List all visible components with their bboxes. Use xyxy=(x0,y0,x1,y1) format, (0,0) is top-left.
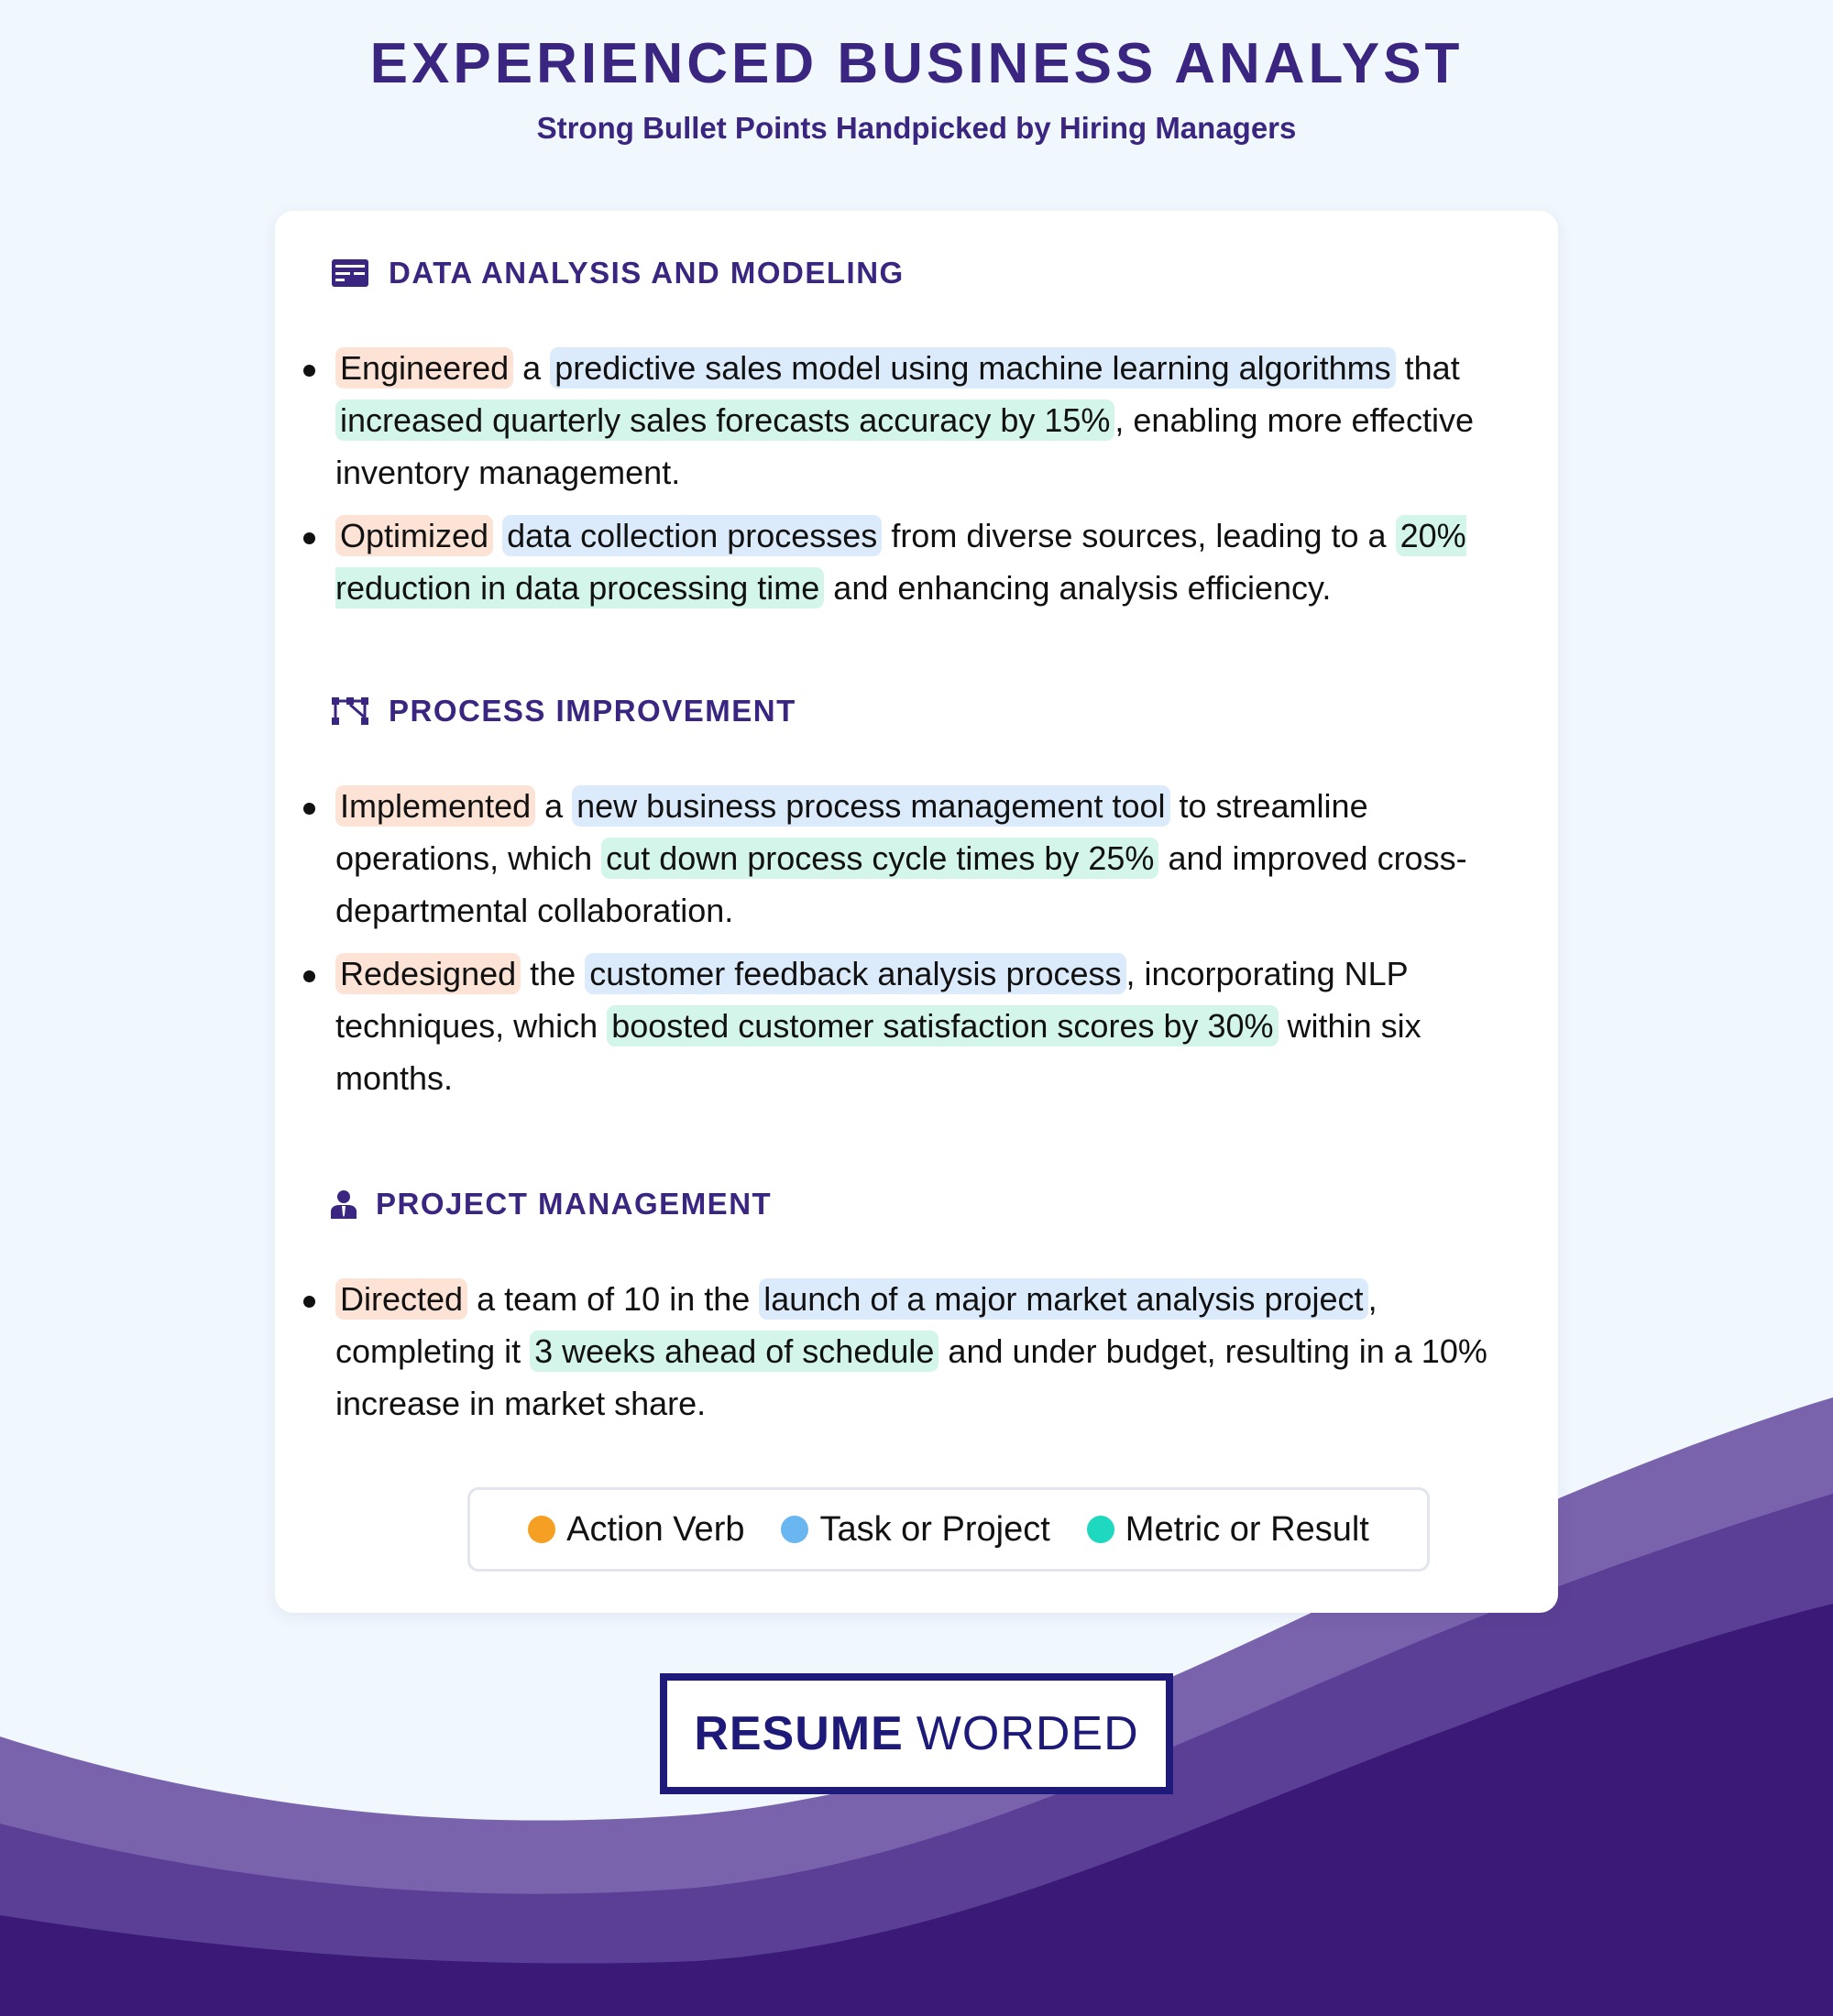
bullet-text: within six months. xyxy=(335,1007,1421,1097)
bullet-item xyxy=(330,1273,1540,1430)
legend-label: Task or Project xyxy=(819,1509,1050,1549)
section-header xyxy=(330,688,1540,734)
task-highlight: data collection processes xyxy=(502,515,882,556)
bullet-list xyxy=(330,1273,1540,1430)
bullet-item xyxy=(330,780,1540,937)
bullet-text: a team of 10 in the xyxy=(467,1280,760,1318)
card-icon xyxy=(330,255,370,291)
task-highlight: customer feedback analysis process xyxy=(585,953,1125,994)
bullet-item xyxy=(330,509,1540,614)
action-verb-highlight: Directed xyxy=(335,1278,467,1320)
bullet-text: the xyxy=(521,955,586,992)
section-title: DATA ANALYSIS AND MODELING xyxy=(389,256,905,290)
bullet-text: a xyxy=(513,349,551,387)
bullet-text: , incorporating NLP techniques, which xyxy=(335,955,1409,1045)
highlight-legend xyxy=(467,1487,1430,1572)
metric-highlight: increased quarterly sales forecasts accuracy by 15% xyxy=(335,400,1114,441)
legend-item-task xyxy=(781,1510,1049,1550)
section-header xyxy=(330,250,1540,296)
legend-label: Metric or Result xyxy=(1125,1509,1369,1549)
resume-worded-logo[interactable] xyxy=(660,1673,1173,1794)
section-project-management xyxy=(330,1181,1540,1441)
page-header xyxy=(0,27,1833,148)
orange-dot-icon xyxy=(528,1516,555,1543)
legend-item-action-verb xyxy=(528,1510,744,1550)
bullet-text: and improved cross-departmental collaboration. xyxy=(335,839,1467,929)
bullet-text: from diverse sources, leading to a xyxy=(882,517,1396,554)
bullet-text xyxy=(493,517,502,554)
logo-strong-text: RESUME xyxy=(694,1707,904,1760)
action-verb-highlight: Engineered xyxy=(335,347,513,389)
section-header xyxy=(330,1181,1540,1227)
teal-dot-icon xyxy=(1087,1516,1114,1543)
bullet-text: a xyxy=(535,787,573,825)
bullet-text: , enabling more effective inventory management. xyxy=(335,401,1474,491)
bullet-text: and under budget, resulting in a 10% increase in market share. xyxy=(335,1332,1487,1422)
bullet-text: and enhancing analysis efficiency. xyxy=(824,569,1332,607)
legend-item-metric xyxy=(1087,1510,1369,1550)
task-highlight: new business process management tool xyxy=(572,785,1169,827)
section-process-improvement xyxy=(330,688,1540,1115)
page-title: EXPERIENCED BUSINESS ANALYST xyxy=(369,32,1464,95)
bullet-text: to streamline operations, which xyxy=(335,787,1368,877)
blue-dot-icon xyxy=(781,1516,808,1543)
action-verb-highlight: Optimized xyxy=(335,515,493,556)
legend-label: Action Verb xyxy=(566,1509,745,1549)
metric-highlight: cut down process cycle times by 25% xyxy=(601,838,1158,879)
bullet-item xyxy=(330,342,1540,499)
metric-highlight: 3 weeks ahead of schedule xyxy=(530,1331,938,1372)
bullet-text: , completing it xyxy=(335,1280,1377,1370)
page-subtitle: Strong Bullet Points Handpicked by Hiring Managers xyxy=(536,111,1297,145)
metric-highlight: 20% reduction in data processing time xyxy=(335,517,1466,607)
section-data-analysis xyxy=(330,250,1540,625)
metric-highlight: boosted customer satisfaction scores by 30% xyxy=(607,1005,1278,1046)
manager-person-icon xyxy=(330,1186,357,1222)
section-title: PROJECT MANAGEMENT xyxy=(376,1187,773,1221)
bullet-item xyxy=(330,948,1540,1104)
action-verb-highlight: Redesigned xyxy=(335,953,521,994)
bullet-text: that xyxy=(1395,349,1460,387)
process-flow-icon xyxy=(330,693,370,729)
logo-light-text: WORDED xyxy=(916,1707,1139,1760)
bullet-list xyxy=(330,342,1540,614)
task-highlight: predictive sales model using machine learning algorithms xyxy=(550,347,1395,389)
section-title: PROCESS IMPROVEMENT xyxy=(389,694,796,728)
bullet-list xyxy=(330,780,1540,1104)
bullet-points-card xyxy=(275,211,1558,1613)
task-highlight: launch of a major market analysis project xyxy=(759,1278,1367,1320)
action-verb-highlight: Implemented xyxy=(335,785,535,827)
